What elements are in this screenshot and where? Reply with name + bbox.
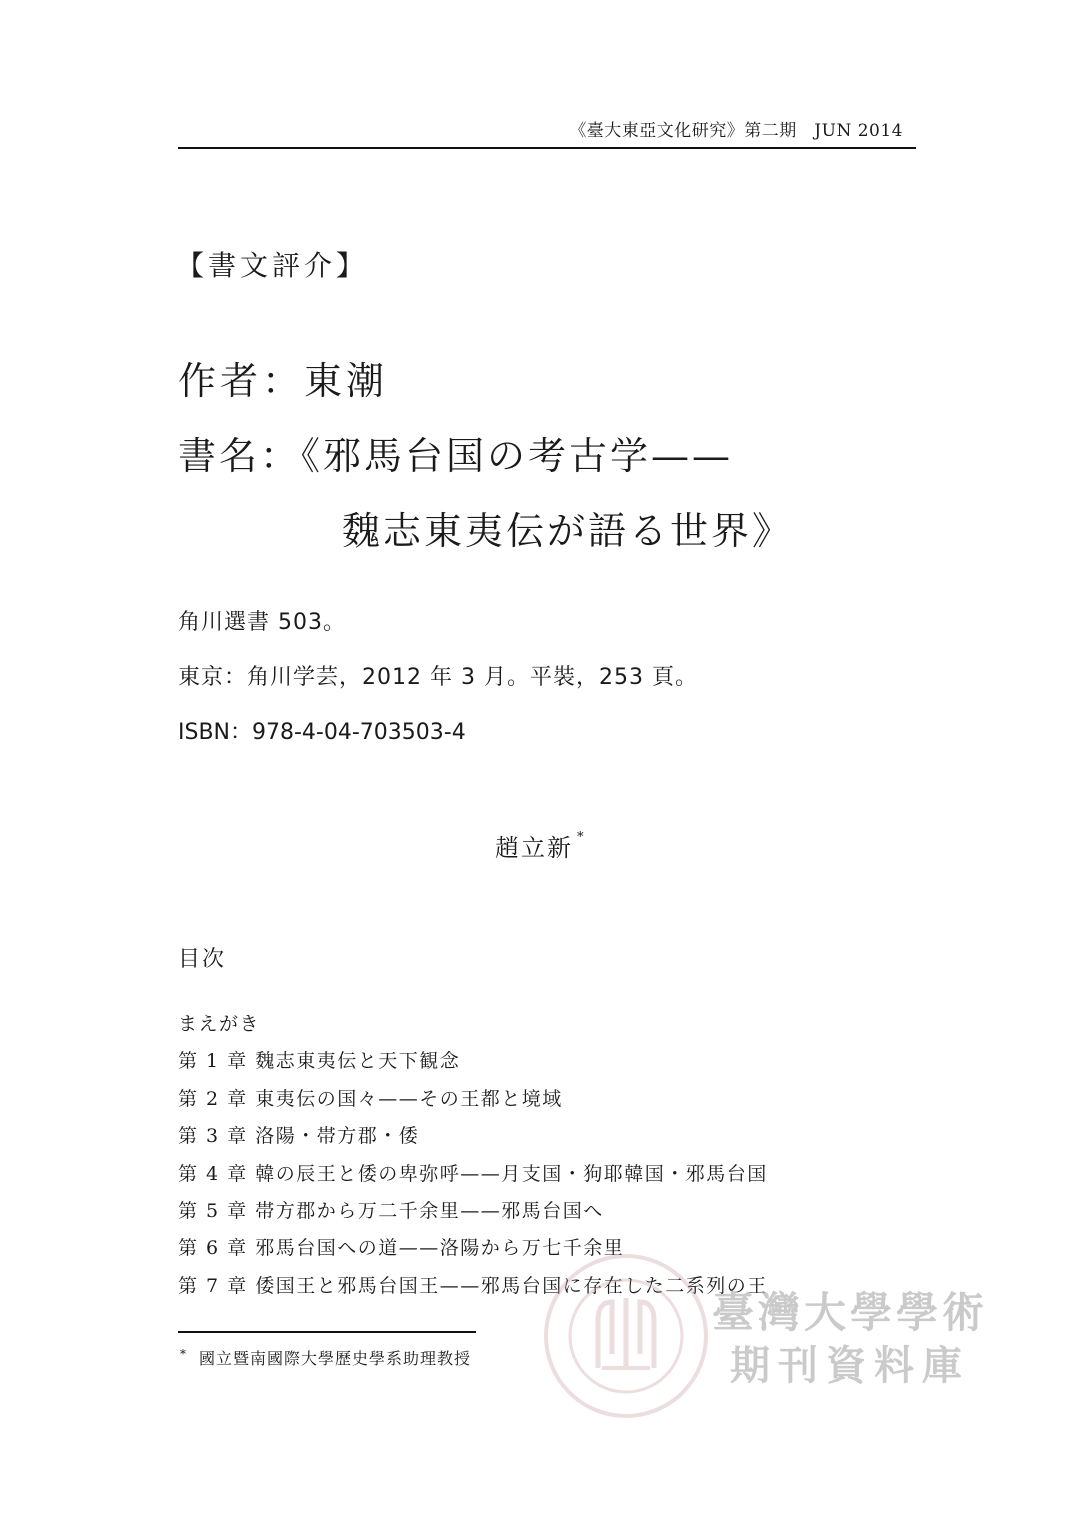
header-rule <box>178 147 916 149</box>
watermark-line2: 期刊資料庫 <box>730 1343 970 1389</box>
reviewer <box>495 828 586 863</box>
toc-item-chapter-4: 第 4 章 韓の辰王と倭の卑弥呼——月支国・狗耶韓国・邪馬台国 <box>178 1162 768 1185</box>
footnote <box>180 1346 471 1369</box>
toc-item-chapter-7: 第 7 章 倭国王と邪馬台国王——邪馬台国に存在した二系列の王 <box>178 1274 768 1297</box>
watermark-line1: 臺灣大學學術 <box>712 1288 989 1337</box>
reviewer-name: 趙立新 <box>495 834 573 862</box>
footnote-text: 國立暨南國際大學歷史學系助理教授 <box>199 1349 472 1368</box>
toc-item-chapter-3: 第 3 章 洛陽・帯方郡・倭 <box>178 1125 420 1148</box>
book-title-line2: 魏志東夷伝が語る世界》 <box>342 509 794 553</box>
book-title-line1: 書名：《邪馬台国の考古学—— <box>178 434 734 478</box>
section-label: 【書文評介】 <box>176 249 369 282</box>
book-publisher: 東京：角川学芸，2012 年 3 月。平裝，253 頁。 <box>178 665 698 690</box>
toc-item-chapter-1: 第 1 章 魏志東夷伝と天下観念 <box>178 1050 461 1073</box>
watermark-seal-icon <box>540 1250 712 1422</box>
footnote-rule <box>178 1331 476 1333</box>
toc-item-chapter-5: 第 5 章 帯方郡から万二千余里——邪馬台国へ <box>178 1199 604 1222</box>
toc-item-preface: まえがき <box>178 1013 261 1035</box>
footnote-mark: * <box>180 1347 187 1361</box>
toc-heading: 目次 <box>178 947 227 972</box>
running-header: 《臺大東亞文化研究》第二期 JUN 2014 <box>569 121 903 141</box>
toc-item-chapter-2: 第 2 章 東夷伝の国々——その王都と境域 <box>178 1087 563 1110</box>
reviewer-footnote-mark: * <box>577 830 586 845</box>
toc-item-chapter-6: 第 6 章 邪馬台国への道——洛陽から万七千余里 <box>178 1237 625 1260</box>
book-author: 作者：東潮 <box>178 359 389 403</box>
book-series: 角川選書 503。 <box>178 610 346 635</box>
book-isbn: ISBN：978-4-04-703503-4 <box>178 720 466 745</box>
